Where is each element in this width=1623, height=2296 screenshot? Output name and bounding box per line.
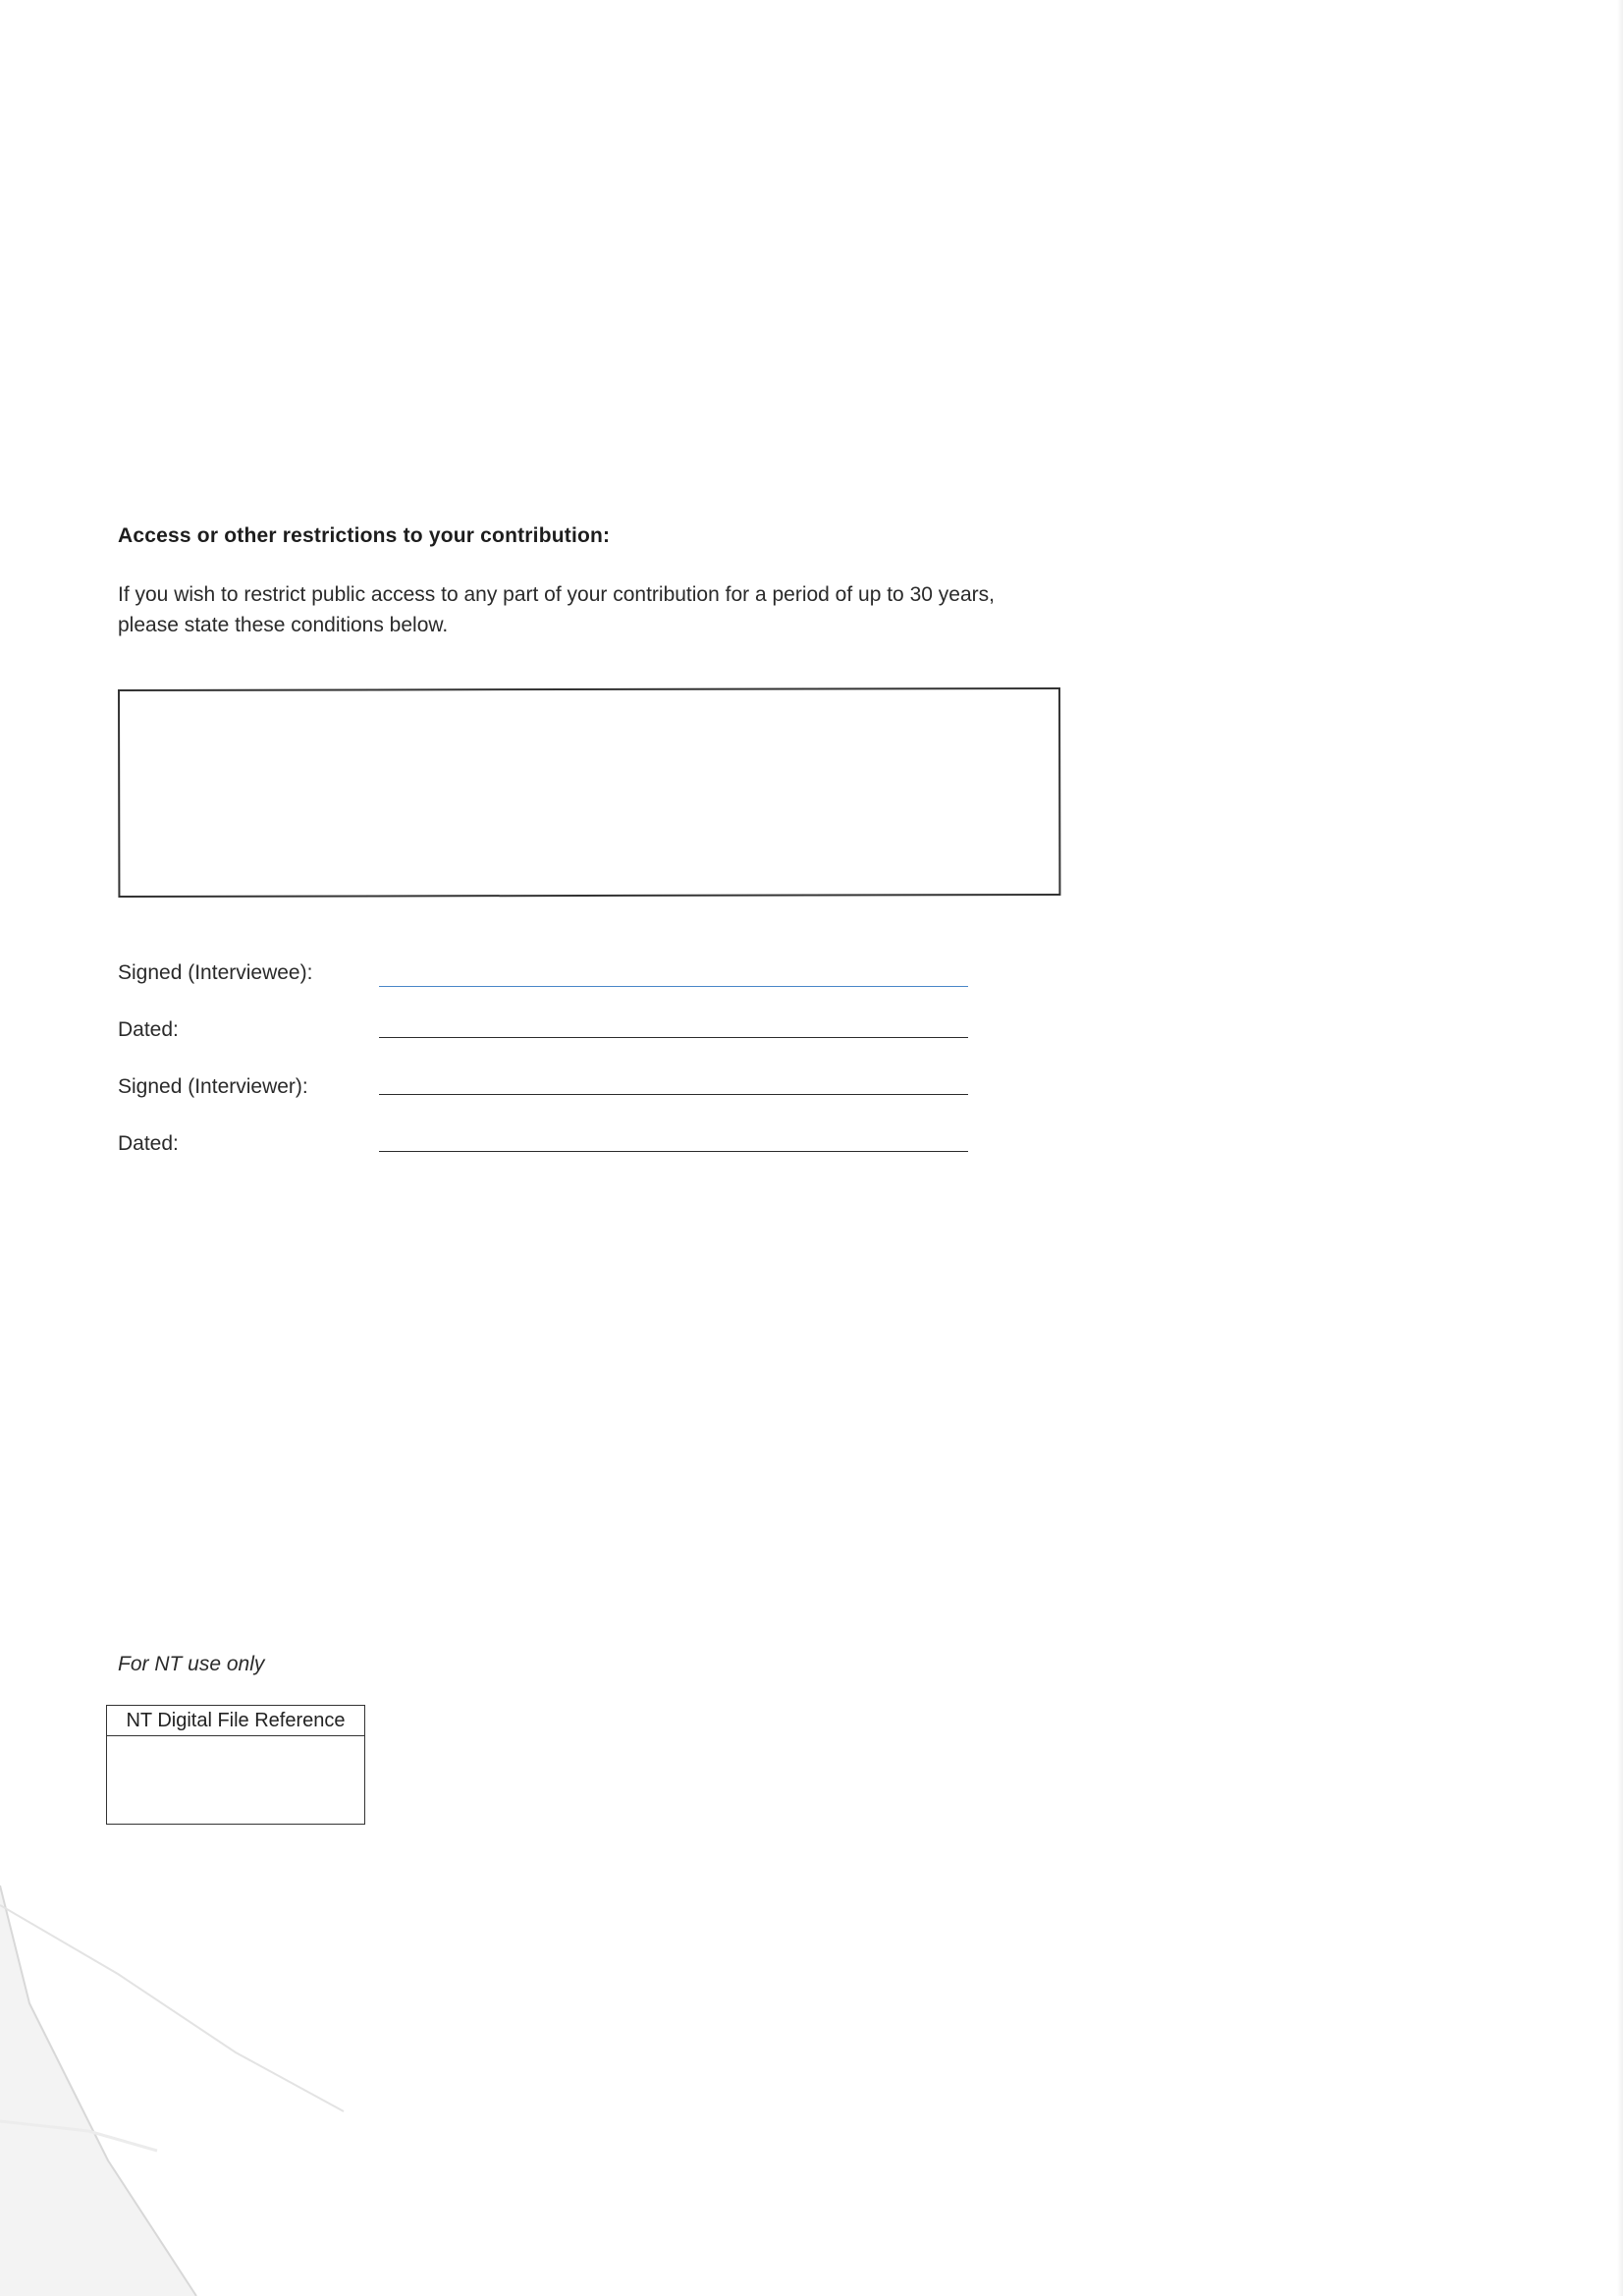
dated-interviewer-label: Dated: [118, 1132, 179, 1155]
file-reference-table [106, 1705, 365, 1825]
signed-interviewee-label: Signed (Interviewee): [118, 961, 313, 984]
instructions-line-2: please state these conditions below. [118, 614, 449, 636]
dated-interviewee-line[interactable] [379, 1037, 968, 1038]
office-use-label: For NT use only [118, 1653, 265, 1675]
file-reference-cell[interactable] [107, 1736, 364, 1823]
file-reference-header: NT Digital File Reference [107, 1706, 364, 1736]
signed-interviewer-row [118, 1074, 982, 1114]
signed-interviewee-line[interactable] [379, 986, 968, 987]
signed-interviewer-label: Signed (Interviewer): [118, 1075, 308, 1098]
dated-interviewee-row [118, 1017, 982, 1057]
instructions-line-1: If you wish to restrict public access to any part of your contribution for a period of up to 30 years, [118, 583, 995, 606]
restrictions-instructions [118, 579, 1060, 640]
signed-interviewee-row [118, 960, 982, 1000]
restrictions-heading: Access or other restrictions to your contribution: [118, 524, 611, 547]
dated-interviewee-label: Dated: [118, 1018, 179, 1041]
restrictions-text-box[interactable] [118, 687, 1060, 898]
dated-interviewer-line[interactable] [379, 1151, 968, 1152]
signed-interviewer-line[interactable] [379, 1094, 968, 1095]
scan-page-edge [1617, 0, 1623, 2296]
dated-interviewer-row [118, 1131, 982, 1171]
scan-fold-shading [0, 1866, 353, 2296]
